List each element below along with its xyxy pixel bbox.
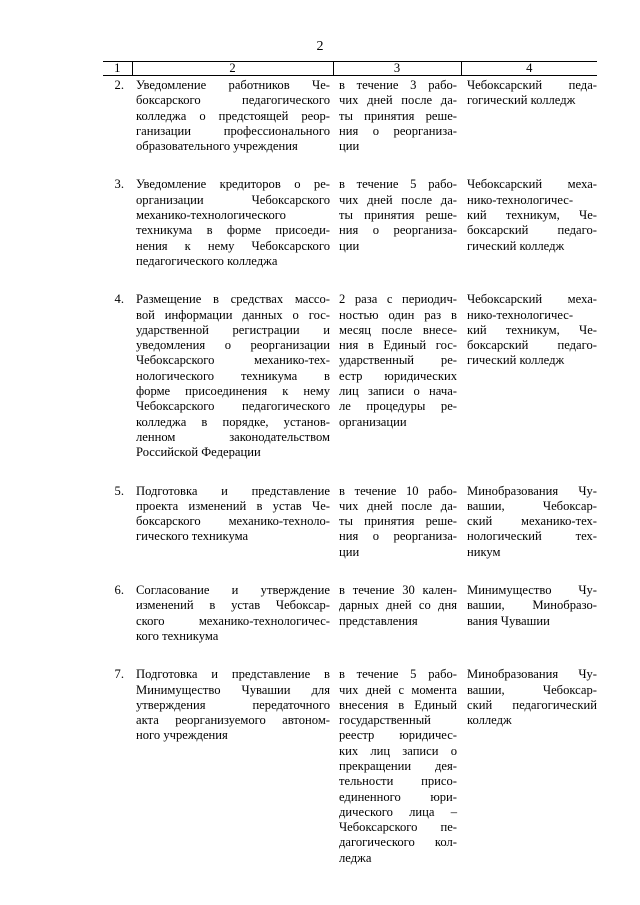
responsible-text-line: нологический тех- bbox=[467, 529, 597, 544]
action-text-line: механико-технологического bbox=[136, 208, 286, 223]
action-text-line: боксарского механико-техноло- bbox=[136, 514, 330, 529]
deadline-text-line: леджа bbox=[339, 850, 372, 865]
action-text-line: ганизации профессионального bbox=[136, 123, 330, 138]
responsible-text-line: Минимущество Чу- bbox=[467, 583, 597, 598]
deadline-text-line: чих дней с момента bbox=[339, 682, 457, 697]
deadline-text-line: в течение 5 рабо- bbox=[339, 667, 457, 682]
table-row bbox=[103, 76, 597, 155]
deadline-text-line: ты принятия реше- bbox=[339, 208, 457, 223]
column-number-2: 2 bbox=[132, 62, 333, 76]
deadline-text-line: месяц после внесе- bbox=[339, 322, 457, 337]
responsible-text-line: нико-технологичес- bbox=[467, 192, 574, 207]
deadline-text-line: дагогического кол- bbox=[339, 835, 457, 850]
deadline-text-line: Чебоксарского пе- bbox=[339, 820, 457, 835]
column-number-3: 3 bbox=[333, 62, 461, 76]
deadline-text-line: ции bbox=[339, 544, 360, 559]
action-text-line: Подготовка и представление в bbox=[136, 667, 330, 682]
responsible-text-line: гогический колледж bbox=[467, 93, 576, 108]
responsible-text-line: вашии, Минобразо- bbox=[467, 598, 597, 613]
responsible-text-line: ский механико-тех- bbox=[467, 514, 597, 529]
action-text bbox=[132, 560, 333, 644]
action-text-line: ского механико-технологичес- bbox=[136, 613, 330, 628]
responsible-text-line: гический колледж bbox=[467, 353, 565, 368]
column-number-header bbox=[103, 62, 597, 76]
responsible-text-line: вания Чувашии bbox=[467, 613, 550, 628]
deadline-text-line: представления bbox=[339, 613, 418, 628]
deadline-text-line: чих дней после да- bbox=[339, 498, 457, 513]
table-row bbox=[103, 461, 597, 560]
deadline-text-line: естр юридических bbox=[339, 368, 457, 383]
deadline-text-line: дарных дней со дня bbox=[339, 598, 457, 613]
deadline-text bbox=[333, 461, 461, 560]
action-text-line: вой информации данных о гос- bbox=[136, 307, 330, 322]
action-text-line: Размещение в средствах массо- bbox=[136, 292, 330, 307]
deadline-text-line: чих дней после да- bbox=[339, 93, 457, 108]
deadline-text-line: лиц записи о нача- bbox=[339, 384, 457, 399]
deadline-text-line: ния о реорганиза- bbox=[339, 529, 457, 544]
responsible-text-line: боксарский педаго- bbox=[467, 223, 597, 238]
page-number: 2 bbox=[316, 39, 324, 54]
deadline-text-line: чих дней после да- bbox=[339, 192, 457, 207]
column-number-4: 4 bbox=[461, 62, 597, 76]
responsible-text-line: Минобразования Чу- bbox=[467, 667, 597, 682]
deadline-text bbox=[333, 644, 461, 866]
deadline-text bbox=[333, 76, 461, 155]
row-number: 5. bbox=[114, 483, 124, 498]
deadline-text-line: 2 раза с периодич- bbox=[339, 292, 457, 307]
action-text-line: гического техникума bbox=[136, 529, 249, 544]
action-text-line: Чебоксарского педагогического bbox=[136, 399, 330, 414]
responsible-text bbox=[461, 560, 597, 644]
responsible-text bbox=[461, 461, 597, 560]
deadline-text-line: в течение 3 рабо- bbox=[339, 78, 457, 92]
deadline-text-line: ностью один раз в bbox=[339, 307, 457, 322]
action-text-line: нения к нему Чебоксарского bbox=[136, 238, 330, 253]
action-text-line: ного учреждения bbox=[136, 728, 228, 743]
action-text-line: организации Чебоксарского bbox=[136, 192, 330, 207]
responsible-text bbox=[461, 644, 597, 866]
action-text-line: Уведомление работников Че- bbox=[136, 78, 330, 92]
responsible-text-line: ский педагогический bbox=[467, 697, 597, 712]
responsible-text-line: вашии, Чебоксар- bbox=[467, 682, 597, 697]
action-text bbox=[132, 269, 333, 460]
action-text-line: проекта изменений в устав Че- bbox=[136, 498, 330, 513]
action-text-line: боксарского педагогического bbox=[136, 93, 330, 108]
action-text-line: Российской Федерации bbox=[136, 445, 261, 460]
deadline-text-line: дического лица – bbox=[339, 804, 457, 819]
row-number: 6. bbox=[114, 583, 124, 598]
responsible-text-line: колледж bbox=[467, 713, 512, 728]
action-text-line: колледжа в порядке, установ- bbox=[136, 414, 330, 429]
deadline-text-line: ударственный ре- bbox=[339, 353, 457, 368]
row-number: 2. bbox=[114, 78, 124, 92]
action-text-line: Чебоксарского механико-тех- bbox=[136, 353, 330, 368]
table-row bbox=[103, 644, 597, 866]
deadline-text-line: ния о реорганиза- bbox=[339, 223, 457, 238]
deadline-text-line: государственный bbox=[339, 713, 431, 728]
action-text-line: образовательного учреждения bbox=[136, 139, 298, 154]
deadline-text-line: реестр юридичес- bbox=[339, 728, 457, 743]
plan-table bbox=[103, 61, 597, 866]
deadline-text-line: прекращении дея- bbox=[339, 758, 457, 773]
action-text-line: изменений в устав Чебоксар- bbox=[136, 598, 330, 613]
action-text-line: педагогического колледжа bbox=[136, 253, 278, 268]
deadline-text bbox=[333, 269, 461, 460]
responsible-text-line: вашии, Чебоксар- bbox=[467, 498, 597, 513]
action-text-line: Уведомление кредиторов о ре- bbox=[136, 177, 330, 192]
deadline-text-line: ле процедуры ре- bbox=[339, 399, 457, 414]
action-text-line: техникума в форме присоеди- bbox=[136, 223, 330, 238]
deadline-text bbox=[333, 560, 461, 644]
responsible-text-line: кий техникум, Че- bbox=[467, 208, 597, 223]
action-text-line: колледжа о предстоящей реор- bbox=[136, 108, 330, 123]
deadline-text-line: тельности присо- bbox=[339, 774, 457, 789]
deadline-text-line: ния в Единый гос- bbox=[339, 338, 457, 353]
action-text bbox=[132, 461, 333, 560]
deadline-text-line: внесения в Единый bbox=[339, 697, 457, 712]
responsible-text-line: Чебоксарский педа- bbox=[467, 78, 597, 92]
deadline-text-line: ции bbox=[339, 238, 360, 253]
table-row bbox=[103, 269, 597, 460]
action-text-line: утверждения передаточного bbox=[136, 697, 330, 712]
responsible-text-line: Минобразования Чу- bbox=[467, 483, 597, 498]
action-text-line: форме присоединения к нему bbox=[136, 384, 330, 399]
deadline-text-line: в течение 5 рабо- bbox=[339, 177, 457, 192]
deadline-text-line: организации bbox=[339, 414, 407, 429]
responsible-text-line: Чебоксарский меха- bbox=[467, 177, 597, 192]
responsible-text-line: кий техникум, Че- bbox=[467, 322, 597, 337]
action-text-line: кого техникума bbox=[136, 628, 219, 643]
responsible-text-line: гический колледж bbox=[467, 238, 565, 253]
action-text-line: ленном законодательством bbox=[136, 429, 330, 444]
deadline-text-line: ты принятия реше- bbox=[339, 514, 457, 529]
deadline-text-line: ции bbox=[339, 139, 360, 154]
column-number-1: 1 bbox=[103, 62, 132, 76]
row-number: 7. bbox=[114, 667, 124, 682]
deadline-text-line: ния о реорганиза- bbox=[339, 123, 457, 138]
deadline-text-line: в течение 10 рабо- bbox=[339, 483, 457, 498]
deadline-text-line: ких лиц записи о bbox=[339, 743, 457, 758]
responsible-text bbox=[461, 154, 597, 269]
deadline-text bbox=[333, 154, 461, 269]
action-text-line: Минимущество Чувашии для bbox=[136, 682, 330, 697]
row-number: 4. bbox=[114, 292, 124, 307]
action-text bbox=[132, 76, 333, 155]
action-text-line: Подготовка и представление bbox=[136, 483, 330, 498]
action-text-line: уведомления о реорганизации bbox=[136, 338, 330, 353]
row-number: 3. bbox=[114, 177, 124, 192]
table-row bbox=[103, 154, 597, 269]
action-text-line: Согласование и утверждение bbox=[136, 583, 330, 598]
action-text-line: нологического техникума в bbox=[136, 368, 330, 383]
deadline-text-line: единенного юри- bbox=[339, 789, 457, 804]
responsible-text bbox=[461, 269, 597, 460]
action-text bbox=[132, 644, 333, 866]
action-text-line: ударственной регистрации и bbox=[136, 322, 330, 337]
responsible-text-line: нико-технологичес- bbox=[467, 307, 574, 322]
deadline-text-line: в течение 30 кален- bbox=[339, 583, 457, 598]
responsible-text-line: боксарский педаго- bbox=[467, 338, 597, 353]
responsible-text-line: никум bbox=[467, 544, 501, 559]
action-text-line: акта реорганизуемого автоном- bbox=[136, 713, 330, 728]
responsible-text bbox=[461, 76, 597, 155]
responsible-text-line: Чебоксарский меха- bbox=[467, 292, 597, 307]
action-text bbox=[132, 154, 333, 269]
table-row bbox=[103, 560, 597, 644]
deadline-text-line: ты принятия реше- bbox=[339, 108, 457, 123]
